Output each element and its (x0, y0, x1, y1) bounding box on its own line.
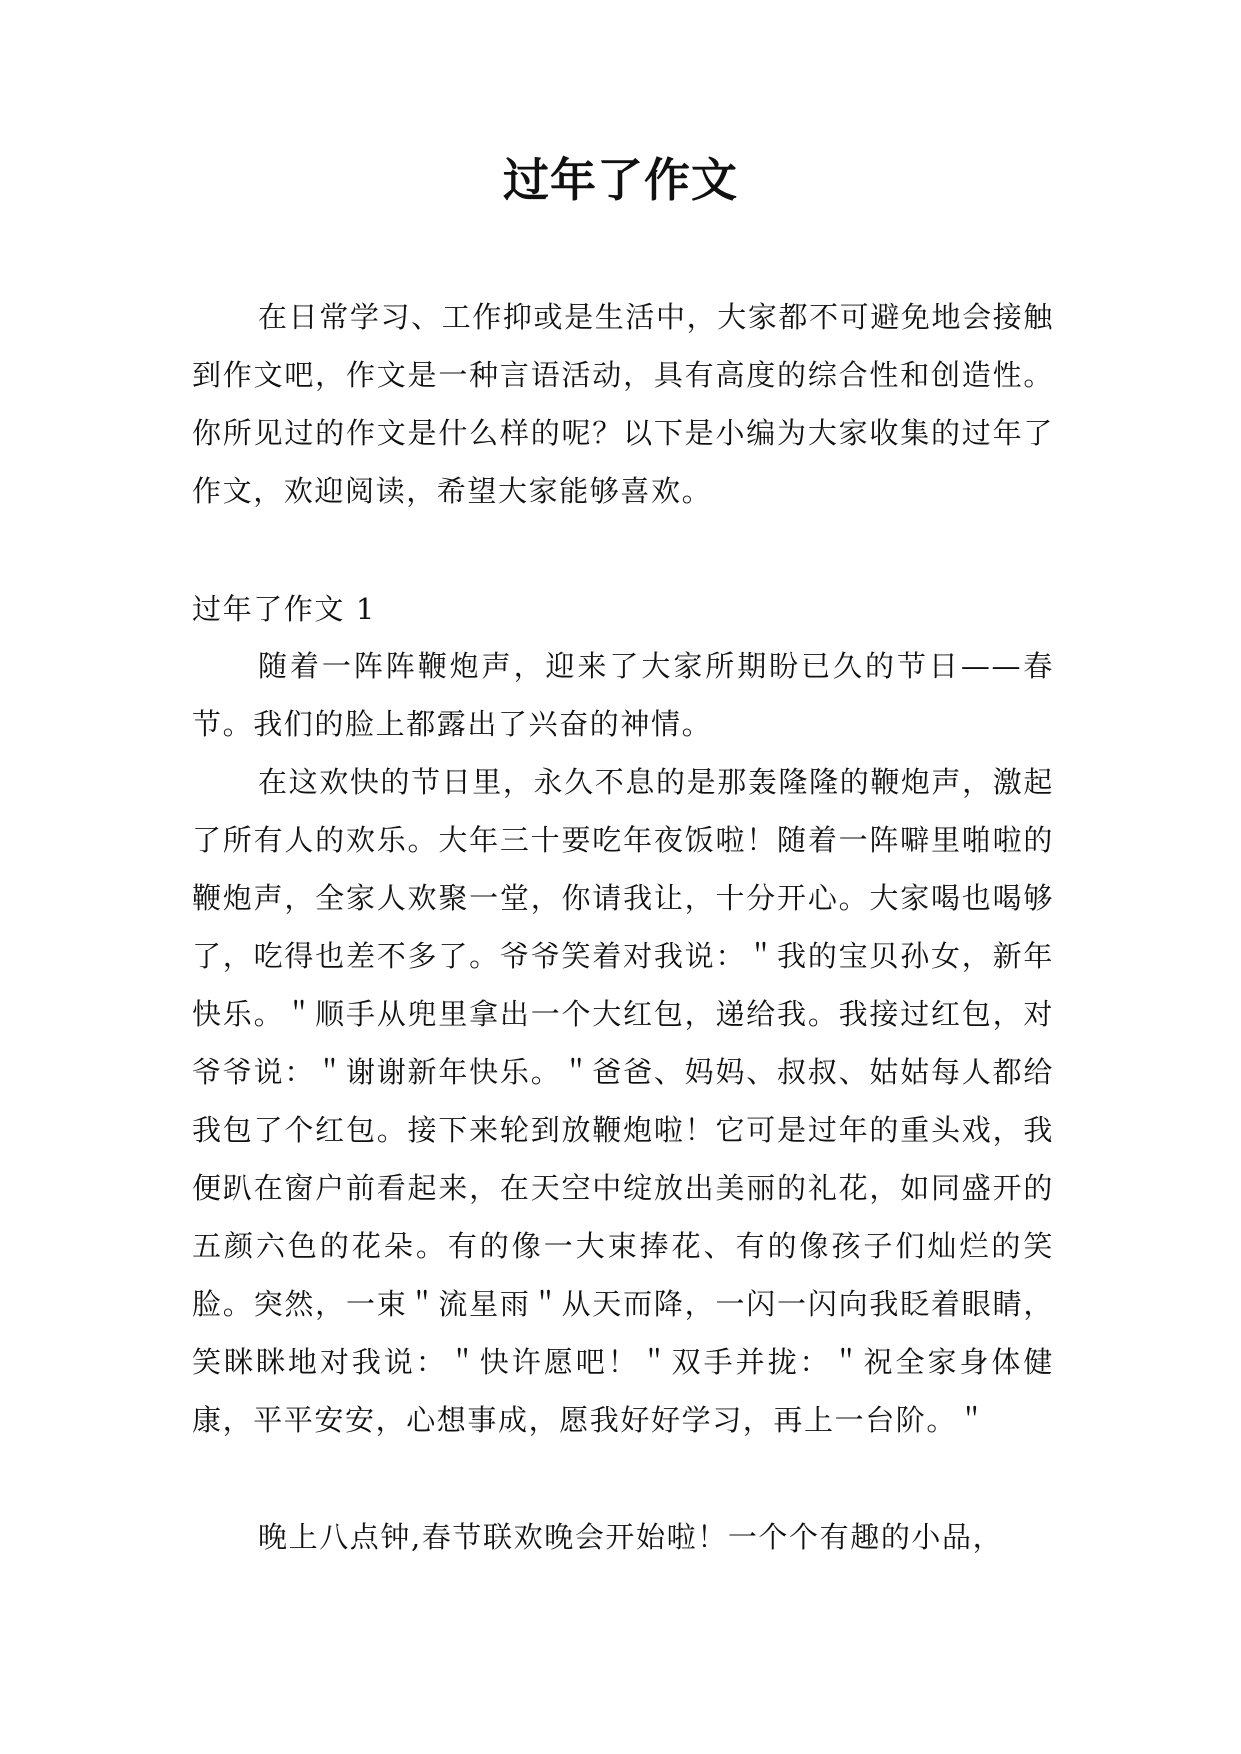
body-paragraph-3: 晚上八点钟,春节联欢晚会开始啦！一个个有趣的小品， (258, 1520, 1004, 1554)
body-paragraph-1: 随着一阵阵鞭炮声，迎来了大家所期盼已久的节日——春节。我们的脸上都露出了兴奋的神情。 (192, 649, 1054, 741)
intro-paragraph: 在日常学习、工作抑或是生活中，大家都不可避免地会接触到作文吧，作文是一种言语活动，具有高度的综合性和创造性。你所见过的作文是什么样的呢？以下是小编为大家收集的过年了作文，欢迎阅读，希望大家能够喜欢。 (192, 300, 1054, 508)
document-title: 过年了作文 (503, 153, 738, 207)
section-heading: 过年了作文 1 (192, 592, 376, 626)
body-paragraph-2: 在这欢快的节日里，永久不息的是那轰隆隆的鞭炮声，激起了所有人的欢乐。大年三十要吃年夜饭啦！随着一阵噼里啪啦的鞭炮声，全家人欢聚一堂，你请我让，十分开心。大家喝也喝够了，吃得也差不多了。爷爷笑着对我说：＂我的宝贝孙女，新年快乐。＂顺手从兜里拿出一个大红包，递给我。我接过红包，对爷爷说：＂谢谢新年快乐。＂爸爸、妈妈、叔叔、姑姑每人都给我包了个红包。接下来轮到放鞭炮啦！它可是过年的重头戏，我便趴在窗户前看起来，在天空中绽放出美丽的礼花，如同盛开的五颜六色的花朵。有的像一大束捧花、有的像孩子们灿烂的笑脸。突然，一束＂流星雨＂从天而降，一闪一闪向我眨着眼睛，笑眯眯地对我说：＂快许愿吧！＂双手并拢：＂祝全家身体健康，平平安安，心想事成，愿我好好学习，再上一台阶。＂ (192, 765, 1054, 1437)
